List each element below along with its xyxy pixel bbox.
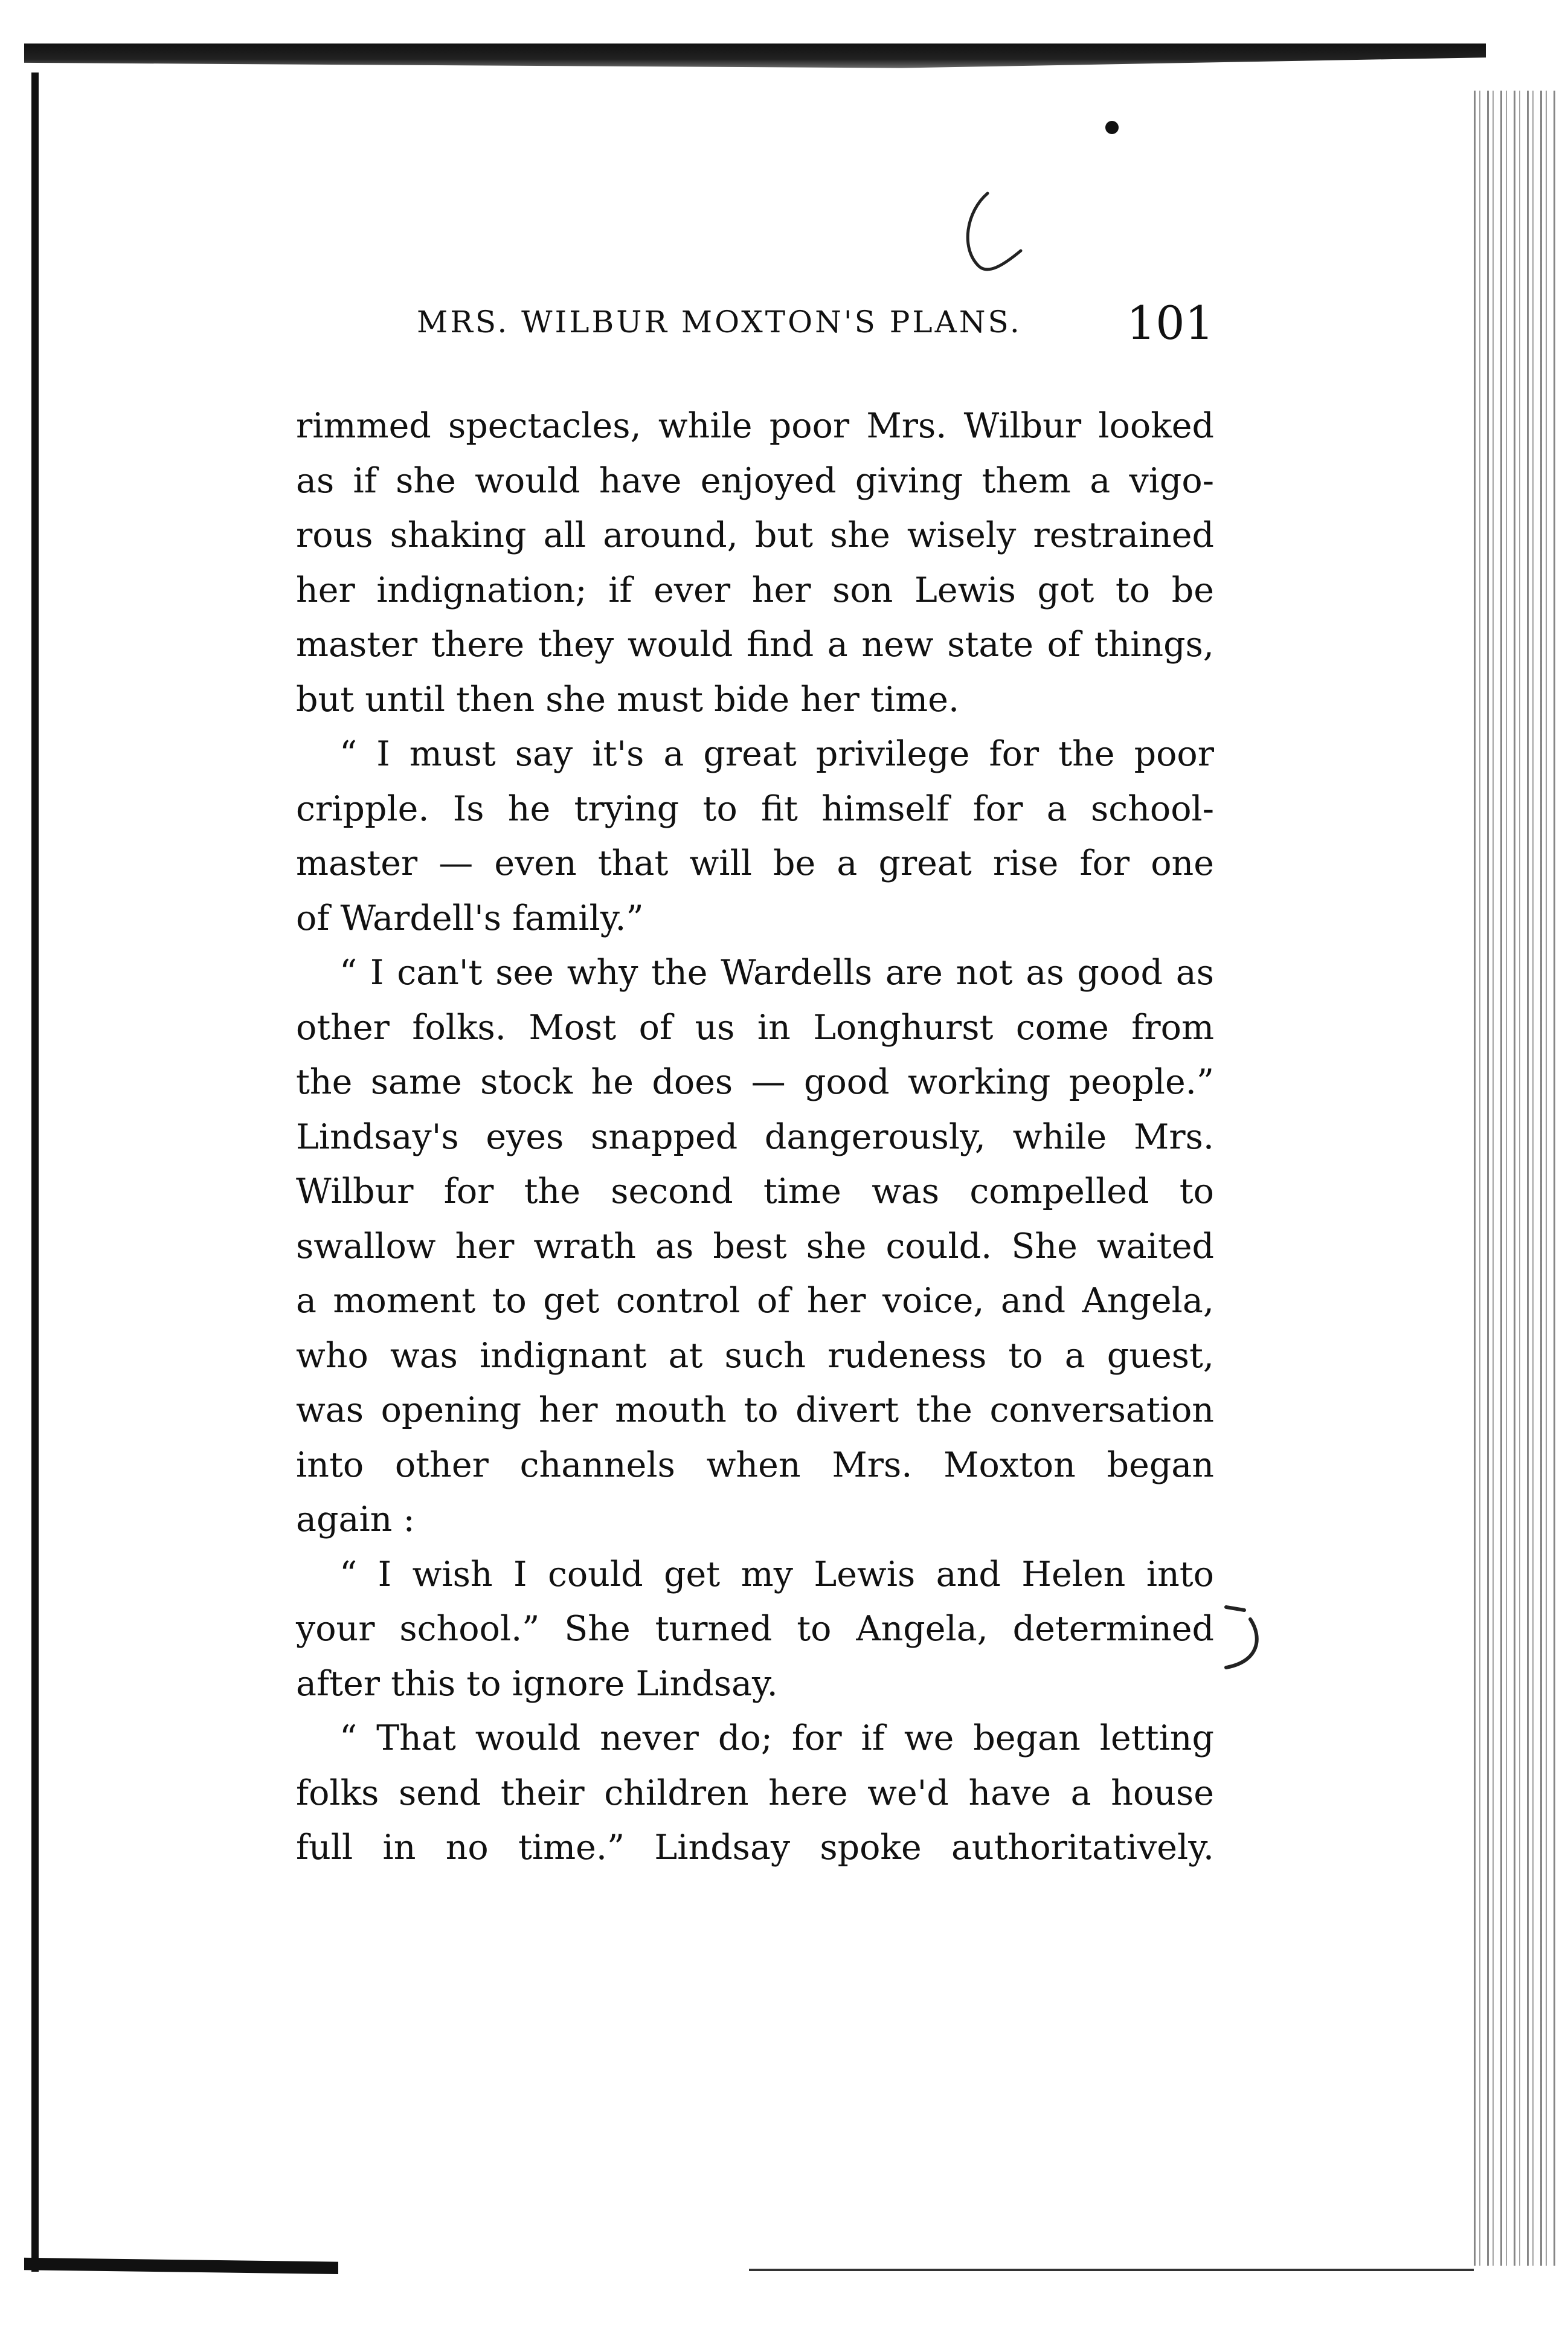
text-line: Wilbur for the second time was compelled to — [296, 1172, 1214, 1211]
text-line: her indignation; if ever her son Lewis got to be — [296, 570, 1214, 610]
text-line: again : — [296, 1500, 415, 1539]
text-line: “ That would never do; for if we began letting — [339, 1718, 1214, 1758]
text-line: the same stock he does — good working people.” — [296, 1062, 1214, 1102]
pencil-mark-icon — [954, 187, 1027, 284]
text-line: full in no time.” Lindsay spoke authoritatively. — [296, 1828, 1214, 1868]
text-line: a moment to get control of her voice, and Angela, — [296, 1281, 1214, 1321]
text-line: swallow her wrath as best she could. She waited — [296, 1226, 1214, 1266]
page-number: 101 — [1126, 296, 1214, 350]
text-line: rimmed spectacles, while poor Mrs. Wilbur looked — [296, 406, 1214, 446]
text-line: other folks. Most of us in Longhurst come from — [296, 1007, 1214, 1048]
ink-dot — [1105, 121, 1119, 134]
page-edge-left — [31, 73, 39, 2272]
page-header — [417, 296, 1214, 350]
page-edge-right — [1474, 91, 1558, 2266]
text-line: master — even that will be a great rise for one — [296, 843, 1214, 883]
margin-bracket-icon — [1214, 1595, 1268, 1680]
text-line: after this to ignore Lindsay. — [296, 1663, 778, 1704]
text-line: “ I must say it's a great privilege for the poor — [339, 734, 1214, 774]
body-text — [296, 399, 1214, 1875]
running-head: MRS. WILBUR MOXTON'S PLANS. — [417, 305, 1022, 340]
text-line: cripple. Is he trying to fit himself for a school- — [296, 788, 1214, 829]
text-line: of Wardell's family.” — [296, 898, 644, 938]
text-line: but until then she must bide her time. — [296, 679, 960, 720]
text-line: rous shaking all around, but she wisely restrained — [296, 515, 1214, 555]
text-line: Lindsay's eyes snapped dangerously, while Mrs. — [296, 1117, 1214, 1157]
text-line: folks send their children here we'd have a house — [296, 1773, 1214, 1813]
text-line: master there they would find a new state of things, — [296, 625, 1214, 665]
text-line: your school.” She turned to Angela, determined — [296, 1609, 1214, 1649]
text-line: was opening her mouth to divert the conversation — [296, 1390, 1214, 1430]
page-edge-bottom — [24, 2254, 338, 2274]
text-line: into other channels when Mrs. Moxton began — [296, 1445, 1214, 1485]
page-edge-top — [24, 44, 1486, 79]
text-line: as if she would have enjoyed giving them a vigo- — [296, 460, 1214, 501]
bottom-rule — [749, 2269, 1474, 2271]
text-line: who was indignant at such rudeness to a guest, — [296, 1335, 1214, 1376]
text-line: “ I wish I could get my Lewis and Helen into — [339, 1554, 1214, 1594]
text-line: “ I can't see why the Wardells are not as good as — [339, 953, 1214, 993]
